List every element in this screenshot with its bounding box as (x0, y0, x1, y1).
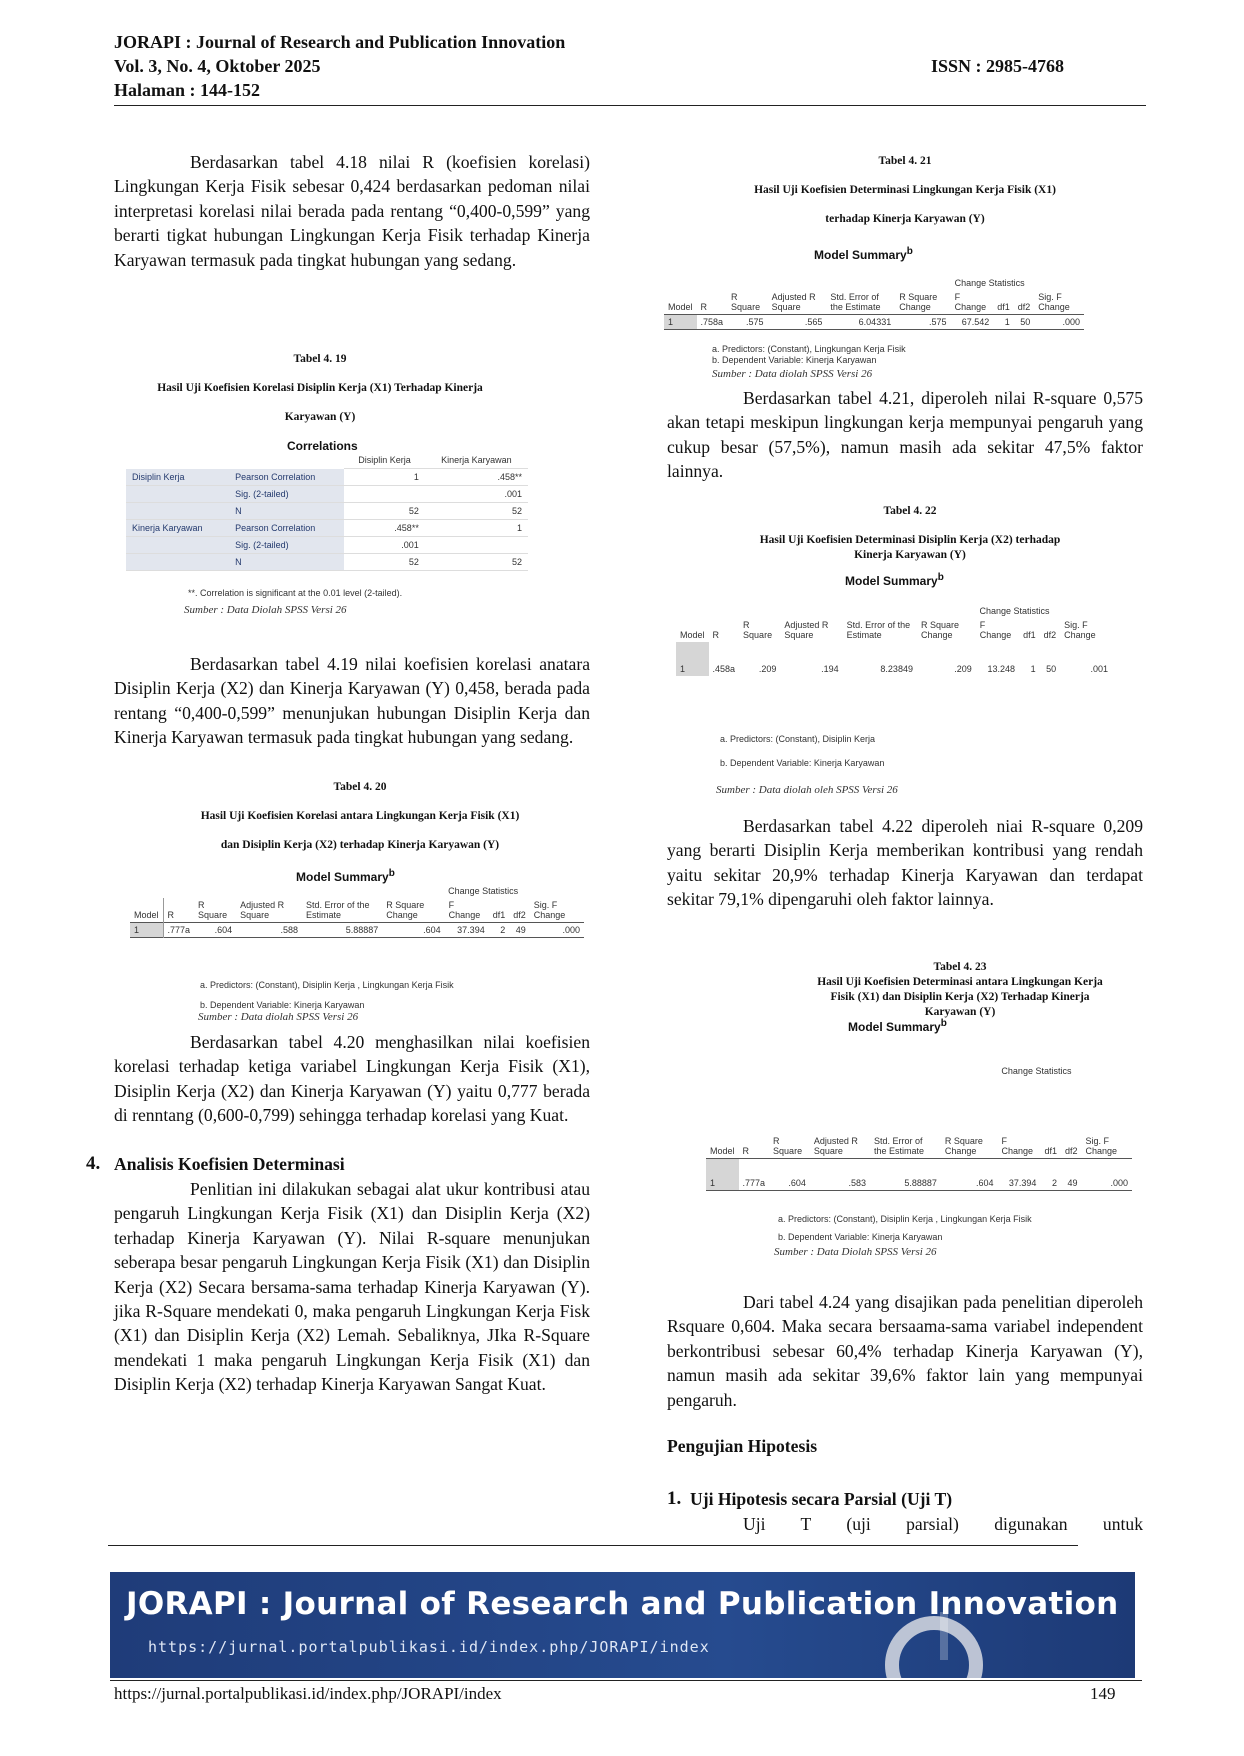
model-summary-table: Change Statistics Model R R Square Adjusted R Square Std. Error of the Estimate R Square Change F Change df1 df2 Sig. F Change 1 .758a .575 .565 6.04331 .575 67.542 1 50 .000 (664, 276, 1084, 330)
table-note: a. Predictors: (Constant), Disiplin Kerja , Lingkungan Kerja Fisik b. Dependent Variable: Kinerja Karyawan (778, 1214, 1032, 1242)
paragraph: Berdasarkan tabel 4.19 nilai koefisien korelasi anatara Disiplin Kerja (X2) dan Kinerja Karyawan (Y) 0,458, berada pada rentang “0,400-0,599” menunjukan hubungan Disiplin Kerja dan Kinerja Karyawan termasuk pada tingkat hubungan yang sedang. (114, 654, 590, 748)
paragraph: Berdasarkan tabel 4.21, diperoleh nilai R-square 0,575 akan tetapi meskipun lingkungan kerja mempunyai pengaruh yang cukup besar (57,5%), namun masih ada sekitar 47,5% faktor lainnya. (667, 388, 1143, 482)
footer-divider (108, 1545, 1078, 1546)
paragraph: Uji T (uji parsial) digunakan untuk (743, 1514, 1143, 1534)
table-caption: Tabel 4. 19 Hasil Uji Koefisien Korelasi Disiplin Kerja (X1) Terhadap Kinerja Karyawan (Y) (157, 353, 483, 423)
journal-name: JORAPI : Journal of Research and Publication Innovation (114, 32, 566, 52)
header-divider (114, 105, 1146, 106)
logo-ring-icon (885, 1616, 983, 1678)
table-heading: Model Summary$^b$ (296, 868, 395, 884)
subsection-number: 1. (667, 1488, 682, 1509)
table-row: Sig. (2-tailed) .001 (126, 486, 528, 503)
banner-title: JORAPI : Journal of Research and Publication Innovation (126, 1586, 1119, 1622)
banner-url: https://jurnal.portalpublikasi.id/index.php/JORAPI/index (148, 1638, 710, 1656)
table-caption: Tabel 4. 22 Hasil Uji Koefisien Determinasi Disiplin Kerja (X2) terhadap Kinerja Karyawan (Y) (759, 505, 1061, 561)
paragraph: Penlitian ini dilakukan sebagai alat ukur kontribusi atau pengaruh Lingkungan Kerja Fisik (X1) dan Disiplin Kerja (X2) terhadap Kinerja Karyawan (Y). Nilai R-square menunjukan seberapa besar pengaruh Lingkungan Kerja Fisik (X1) dan Disiplin Kerja (X2) Secara bersama-sama terhadap Kinerja Karyawan (Y). jika R-Square mendekati 0, maka pengaruh Lingkungan Kerja Fisk (X1) dan Disiplin Kerja (X2) Lemah. Sebaliknya, JIka R-Square mendekati 1 maka pengaruh Lingkungan Kerja Fisik (X1) dan Disiplin Kerja (X2) terhadap Kinerja Karyawan Sangat Kuat. (114, 1179, 590, 1395)
paragraph: Berdasarkan tabel 4.18 nilai R (koefisien korelasi) Lingkungan Kerja Fisik sebesar 0,424 berdasarkan pedoman nilai interpretasi korelasi nilai berada pada rentang “0,400-0,599” yang berarti tigkat hubungan Lingkungan Kerja Fisik terhadap Kinerja Karyawan termasuk pada tingkat hubungan yang sedang. (114, 152, 590, 270)
table-row: N 52 52 (126, 503, 528, 520)
table-source: Sumber : Data diolah SPSS Versi 26 (198, 1011, 359, 1023)
page-number: 149 (1090, 1684, 1116, 1703)
section-number: 4. (86, 1153, 101, 1174)
footer-divider-bottom (110, 1680, 1142, 1681)
volume-info: Vol. 3, No. 4, Oktober 2025 (114, 56, 321, 76)
table-row: 1 .777a .604 .588 5.88887 .604 37.394 2 49 .000 (130, 923, 584, 938)
table-row: 1 .758a .575 .565 6.04331 .575 67.542 1 50 .000 (664, 315, 1084, 330)
table-caption: Tabel 4. 21 Hasil Uji Koefisien Determinasi Lingkungan Kerja Fisik (X1) terhadap Kinerja Karyawan (Y) (754, 155, 1056, 225)
table-note: a. Predictors: (Constant), Disiplin Kerja , Lingkungan Kerja Fisik b. Dependent Variable: Kinerja Karyawan (200, 980, 454, 1010)
table-source: Sumber : Data Diolah SPSS Versi 26 (774, 1246, 937, 1258)
paragraph: Berdasarkan tabel 4.22 diperoleh niai R-square 0,209 yang berarti Disiplin Kerja memberikan kontribusi yang rendah yaitu sekitar 20,9% terhadap Kinerja Karyawan dan terdapat sekitar 79,1% dipengaruhi oleh faktor lainnya. (667, 816, 1143, 910)
journal-banner (110, 1572, 1135, 1678)
subsection-title: Uji Hipotesis secara Parsial (Uji T) (690, 1489, 953, 1509)
table-footnote: **. Correlation is significant at the 0.01 level (2-tailed). (188, 588, 403, 598)
model-summary-table: Change Statistics Model R R Square Adjusted R Square Std. Error of the Estimate R Square Change F Change df1 df2 Sig. F Change 1 .777a .604 .583 5.88887 .604 37.394 2 49 .000 (706, 1064, 1132, 1191)
section-title: Analisis Koefisien Determinasi (114, 1154, 345, 1174)
paragraph: Dari tabel 4.24 yang disajikan pada penelitian diperoleh Rsquare 0,604. Maka secara bersaama-sama variabel independent berkontribusi sebesar 60,4% terhadap Kinerja Karyawan (Y), namun masih ada sekitar 39,6% faktor lain yang mempunyai pengaruh. (667, 1292, 1143, 1410)
table-note: a. Predictors: (Constant), Disiplin Kerja b. Dependent Variable: Kinerja Karyawan (720, 734, 885, 768)
correlations-table (126, 452, 528, 571)
journal-header (114, 30, 1064, 102)
column-header: Disiplin Kerja (344, 452, 425, 469)
table-row: Kinerja Karyawan Pearson Correlation .458** 1 (126, 520, 528, 537)
page-range: Halaman : 144-152 (114, 80, 260, 100)
table-row: 1 .777a .604 .583 5.88887 .604 37.394 2 49 .000 (706, 1158, 1132, 1190)
table-heading: Model Summary$^b$ (848, 1018, 947, 1034)
footer-url[interactable]: https://jurnal.portalpublikasi.id/index.php/JORAPI/index (114, 1684, 502, 1703)
table-row: 1 .458a .209 .194 8.23849 .209 13.248 1 50 .001 (676, 642, 1112, 676)
table-row: Disiplin Kerja Pearson Correlation 1 .458** (126, 469, 528, 486)
table-row: N 52 52 (126, 554, 528, 571)
model-summary-table: Change Statistics Model R R Square Adjusted R Square Std. Error of the Estimate R Square Change F Change df1 df2 Sig. F Change 1 .777a .604 .588 5.88887 .604 37.394 2 49 .000 (130, 884, 584, 938)
table-source: Sumber : Data diolah SPSS Versi 26 (712, 368, 873, 380)
model-summary-table: Change Statistics Model R R Square Adjusted R Square Std. Error of the Estimate R Square Change F Change df1 df2 Sig. F Change 1 .458a .209 .194 8.23849 .209 13.248 1 50 .001 (676, 604, 1112, 676)
table-caption: Tabel 4. 23 Hasil Uji Koefisien Determinasi antara Lingkungan Kerja Fisik (X1) dan Disiplin Kerja (X2) Terhadap Kinerja Karyawan (Y) (817, 961, 1103, 1018)
table-row: Sig. (2-tailed) .001 (126, 537, 528, 554)
section-title: Pengujian Hipotesis (667, 1436, 818, 1456)
issn: ISSN : 2985-4768 (930, 56, 1064, 76)
table-heading: Correlations (287, 439, 358, 453)
column-header: Kinerja Karyawan (425, 452, 528, 469)
table-heading: Model Summary$^b$ (814, 246, 913, 262)
paragraph: Berdasarkan tabel 4.20 menghasilkan nilai koefisien korelasi terhadap ketiga variabel Lingkungan Kerja Fisik (X1), Disiplin Kerja (X2) dan Kinerja Karyawan (Y) yaitu 0,777 berada di renntang (0,600-0,799) sehingga terhadap korelasi yang Kuat. (114, 1032, 590, 1126)
table-caption: Tabel 4. 20 Hasil Uji Koefisien Korelasi antara Lingkungan Kerja Fisik (X1) dan Disiplin Kerja (X2) terhadap Kinerja Karyawan (Y) (200, 781, 520, 851)
table-heading: Model Summary$^b$ (845, 572, 944, 588)
table-source: Sumber : Data diolah oleh SPSS Versi 26 (716, 784, 898, 796)
table-source: Sumber : Data Diolah SPSS Versi 26 (184, 604, 347, 616)
table-note: a. Predictors: (Constant), Lingkungan Kerja Fisik b. Dependent Variable: Kinerja Karyawan (712, 344, 906, 365)
